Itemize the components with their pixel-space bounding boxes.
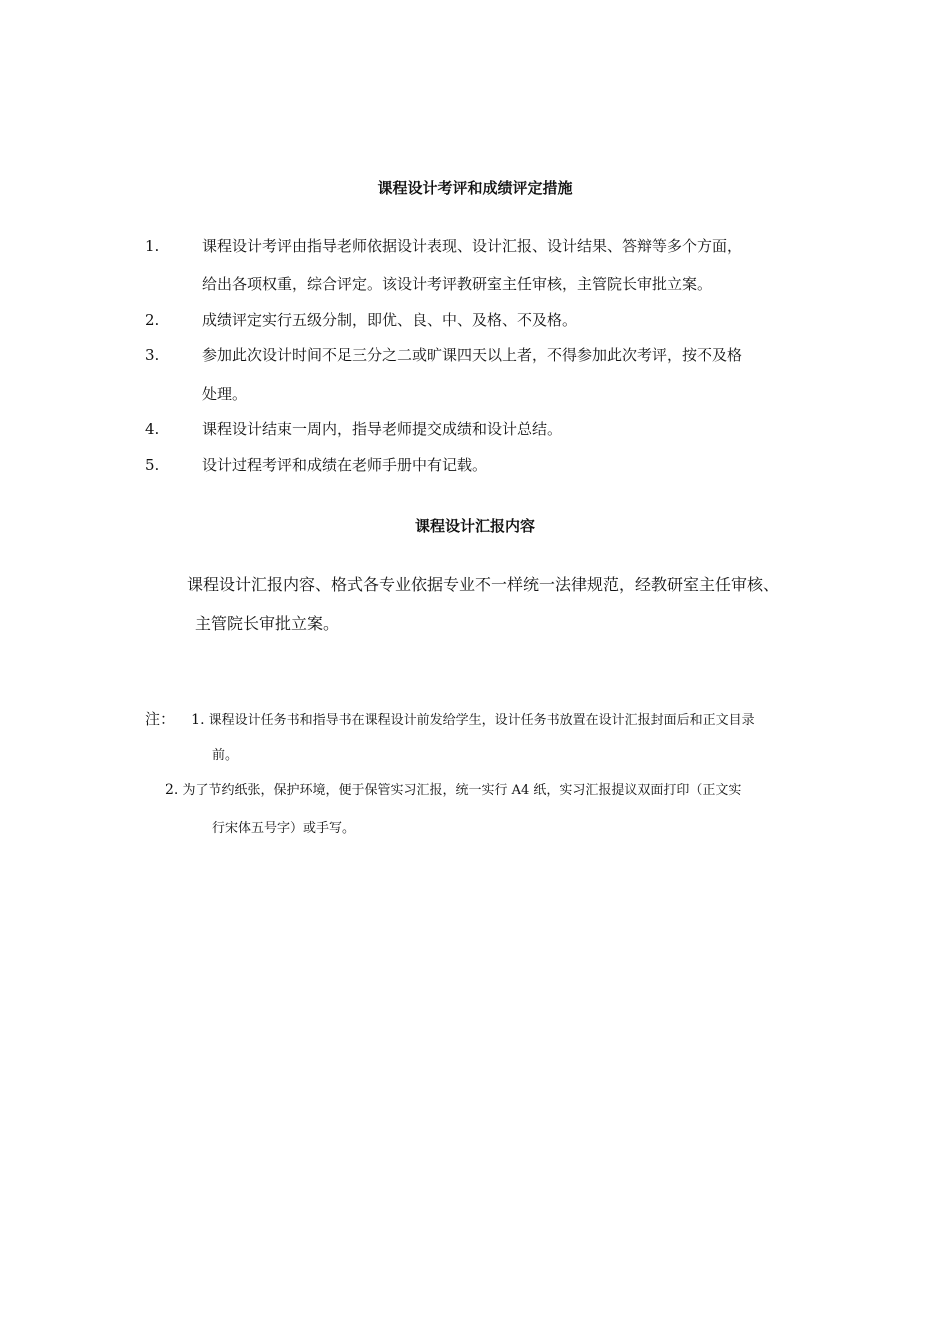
note-line: [165, 781, 741, 800]
list-item-text: 参加此次设计时间不足三分之二或旷课四天以上者，不得参加此次考评，按不及格: [202, 346, 743, 364]
note-label: 注：: [145, 710, 176, 728]
list-item-text: 课程设计考评由指导老师依据设计表现、设计汇报、设计结果、答辩等多个方面，: [202, 237, 743, 255]
paragraph-line: 课程设计汇报内容、格式各专业依据专业不一样统一法律规范，经教研室主任审核、: [187, 575, 780, 594]
list-item-text: 处理。: [202, 385, 248, 403]
note-number: 1.: [191, 712, 205, 728]
list-item-text: 课程设计结束一周内，指导老师提交成绩和设计总结。: [202, 420, 563, 438]
section-title-evaluation: 课程设计考评和成绩评定措施: [377, 179, 573, 197]
list-item-number: 1.: [145, 237, 160, 255]
list-item-number: 2.: [145, 311, 160, 329]
list-item-number: 5.: [145, 456, 160, 474]
list-item-number: 4.: [145, 420, 160, 438]
note-text: 课程设计任务书和指导书在课程设计前发给学生，设计任务书放置在设计汇报封面后和正文目录: [208, 713, 755, 728]
list-item-number: 3.: [145, 346, 160, 364]
list-item-text: 给出各项权重，综合评定。该设计考评教研室主任审核，主管院长审批立案。: [202, 275, 713, 293]
note-line: [145, 710, 755, 730]
note-number: 2.: [165, 782, 179, 798]
note-line: 行宋体五号字）或手写。: [212, 821, 356, 836]
note-line: 前。: [212, 748, 239, 763]
section-title-report: 课程设计汇报内容: [414, 517, 535, 535]
list-item-text: 成绩评定实行五级分制，即优、良、中、及格、不及格。: [202, 311, 578, 329]
paragraph-line: 主管院长审批立案。: [195, 614, 340, 633]
list-item-text: 设计过程考评和成绩在老师手册中有记载。: [202, 456, 488, 474]
note-text: 为了节约纸张，保护环境，便于保管实习汇报，统一实行 A4 纸，实习汇报提议双面打印（正文实: [182, 783, 742, 798]
